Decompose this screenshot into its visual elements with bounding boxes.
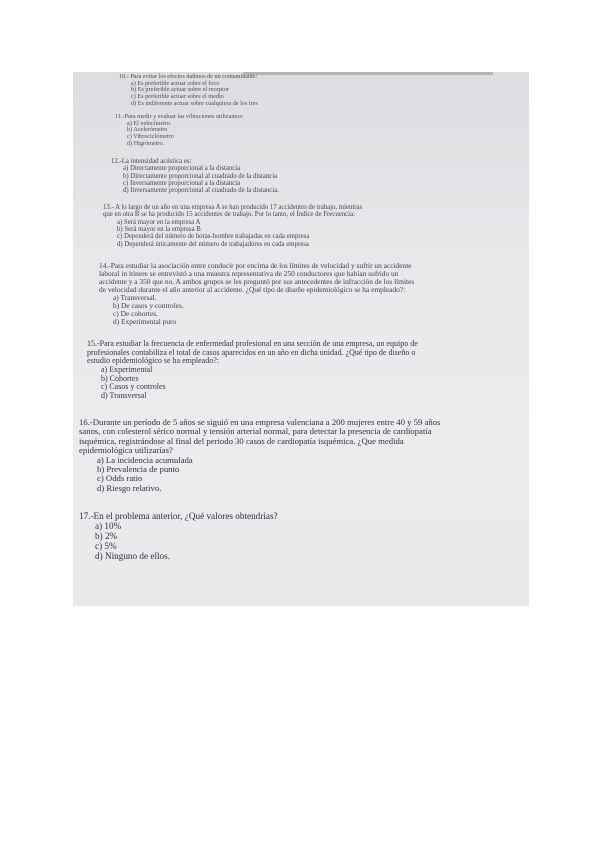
exam-questions [73, 72, 529, 606]
question-stem-line-2: sanos, con colesterol sérico normal y tensión arterial normal, para detectar la presencia de cardiopatía [79, 426, 432, 437]
option-d: d) Higrómetro. [127, 139, 165, 147]
option-b: b) Es preferible actuar sobre el receptor [131, 86, 229, 94]
question-12 [111, 158, 279, 195]
question-stem-line-1: 16.-Durante un período de 5 años se siguió en una empresa valenciana a 200 mujeres entre 40 y 59 años [79, 417, 441, 427]
option-b: b) Cohortes [101, 373, 139, 383]
question-stem: 11.-Para medir y evaluar las vibraciones utilizamos: [115, 113, 244, 120]
option-d: d) Riesgo relativo. [97, 482, 162, 493]
question-stem-line-2: que en otra B se ha producido 15 accidentes de trabajo. Por lo tanto, el Índice de Frecuencia: [103, 211, 355, 219]
question-stem-line-2: profesionales contabiliza el total de casos aparecidos en un año en dicha unidad. ¿Qué tipo de diseño o [87, 347, 416, 357]
option-d: d) Dependerá únicamente del número de trabajadores en cada empresa [117, 240, 309, 248]
photographed-exam-page [73, 72, 529, 606]
option-b: b) Prevalencia de punto [97, 463, 180, 474]
option-d: d) Inversamente proporcional al cuadrado de la distancia. [123, 187, 279, 195]
question-10 [119, 74, 258, 107]
question-stem: 17.-En el problema anterior, ¿Qué valores obtendrías? [79, 511, 278, 521]
question-stem-line-3: estudio epidemiológico se ha empleado?: [87, 356, 219, 366]
question-stem-line-4: de velocidad durante el año anterior al accidente. ¿Qué tipo de diseño epidemiológico se ha empleado?: [99, 284, 406, 294]
question-stem-line-3: isquémica, registrándose al final del periodo 30 casos de cardiopatía isquémica. ¿Que medida [79, 435, 404, 446]
option-c: c) Es preferible actuar sobre el medio [131, 93, 224, 101]
option-c: c) Dependerá del número de horas-hombre trabajadas en cada empresa [117, 233, 310, 241]
option-c: c) Odds ratio [97, 473, 143, 484]
question-16 [79, 418, 440, 493]
question-stem: 10.- Para evitar los efectos dañinos de un contaminante: [119, 73, 258, 80]
option-c: c) De cohortes. [113, 308, 158, 318]
option-a: a) Es preferible actuar sobre el foco [131, 79, 220, 87]
question-11 [115, 114, 243, 147]
option-c: c) 5% [95, 540, 117, 551]
option-b: b) De casos y controles. [113, 300, 184, 310]
option-a: a) Será mayor en la empresa A [117, 218, 201, 226]
option-a: a) Transversal. [113, 292, 157, 302]
question-15 [87, 340, 418, 400]
option-b: b) 2% [95, 530, 118, 541]
option-a: a) El velocímetro. [127, 119, 172, 127]
option-b: b) Directamente proporcional al cuadrado de la distancia [123, 172, 278, 180]
question-stem: 12.-La intensidad acústica es: [111, 158, 192, 165]
option-d: d) Ninguno de ellos. [95, 550, 171, 561]
option-c: c) Vibrociclómetro [127, 133, 174, 141]
question-14 [99, 262, 414, 326]
option-c: c) Inversamente proporcional a la distancia [123, 179, 241, 187]
option-a: a) La incidencia acumulada [97, 454, 193, 465]
question-stem-line-3: accidente y a 350 que no. A ambos grupos se les preguntó por sus antecedentes de infracción de los límites [99, 276, 415, 286]
option-d: d) Es indiferente actuar sobre cualquiera de los tres [131, 99, 258, 107]
question-13 [103, 204, 362, 248]
option-b: b) Acelerómetro [127, 126, 168, 134]
option-d: d) Experimental puro [113, 316, 177, 326]
option-d: d) Transversal [101, 390, 147, 400]
option-a: a) Directamente proporcional a la distancia [123, 165, 241, 173]
option-a: a) Experimental [101, 364, 153, 374]
question-17 [79, 512, 278, 562]
question-stem-line-1: 15.-Para estudiar la frecuencia de enfermedad profesional en una sección de una empresa, un equipo de [87, 339, 418, 348]
option-b: b) Será mayor en la empresa B [117, 225, 201, 233]
question-stem-line-4: epidemiológica utilizarías? [79, 445, 173, 456]
question-stem-line-2: laboral in itinere se entrevistó a una muestra representativa de 250 conductores que habían sufrido un [99, 268, 399, 278]
question-stem-line-1: 13.- A lo largo de un año en una empresa A se han producido 17 accidentes de trabajo, mientras [103, 204, 363, 211]
option-c: c) Casos y controles [101, 382, 166, 392]
question-stem-line-1: 14.-Para estudiar la asociación entre conducir por encima de los límites de velocidad y sufrir un accidente [99, 261, 412, 270]
option-a: a) 10% [95, 520, 122, 531]
